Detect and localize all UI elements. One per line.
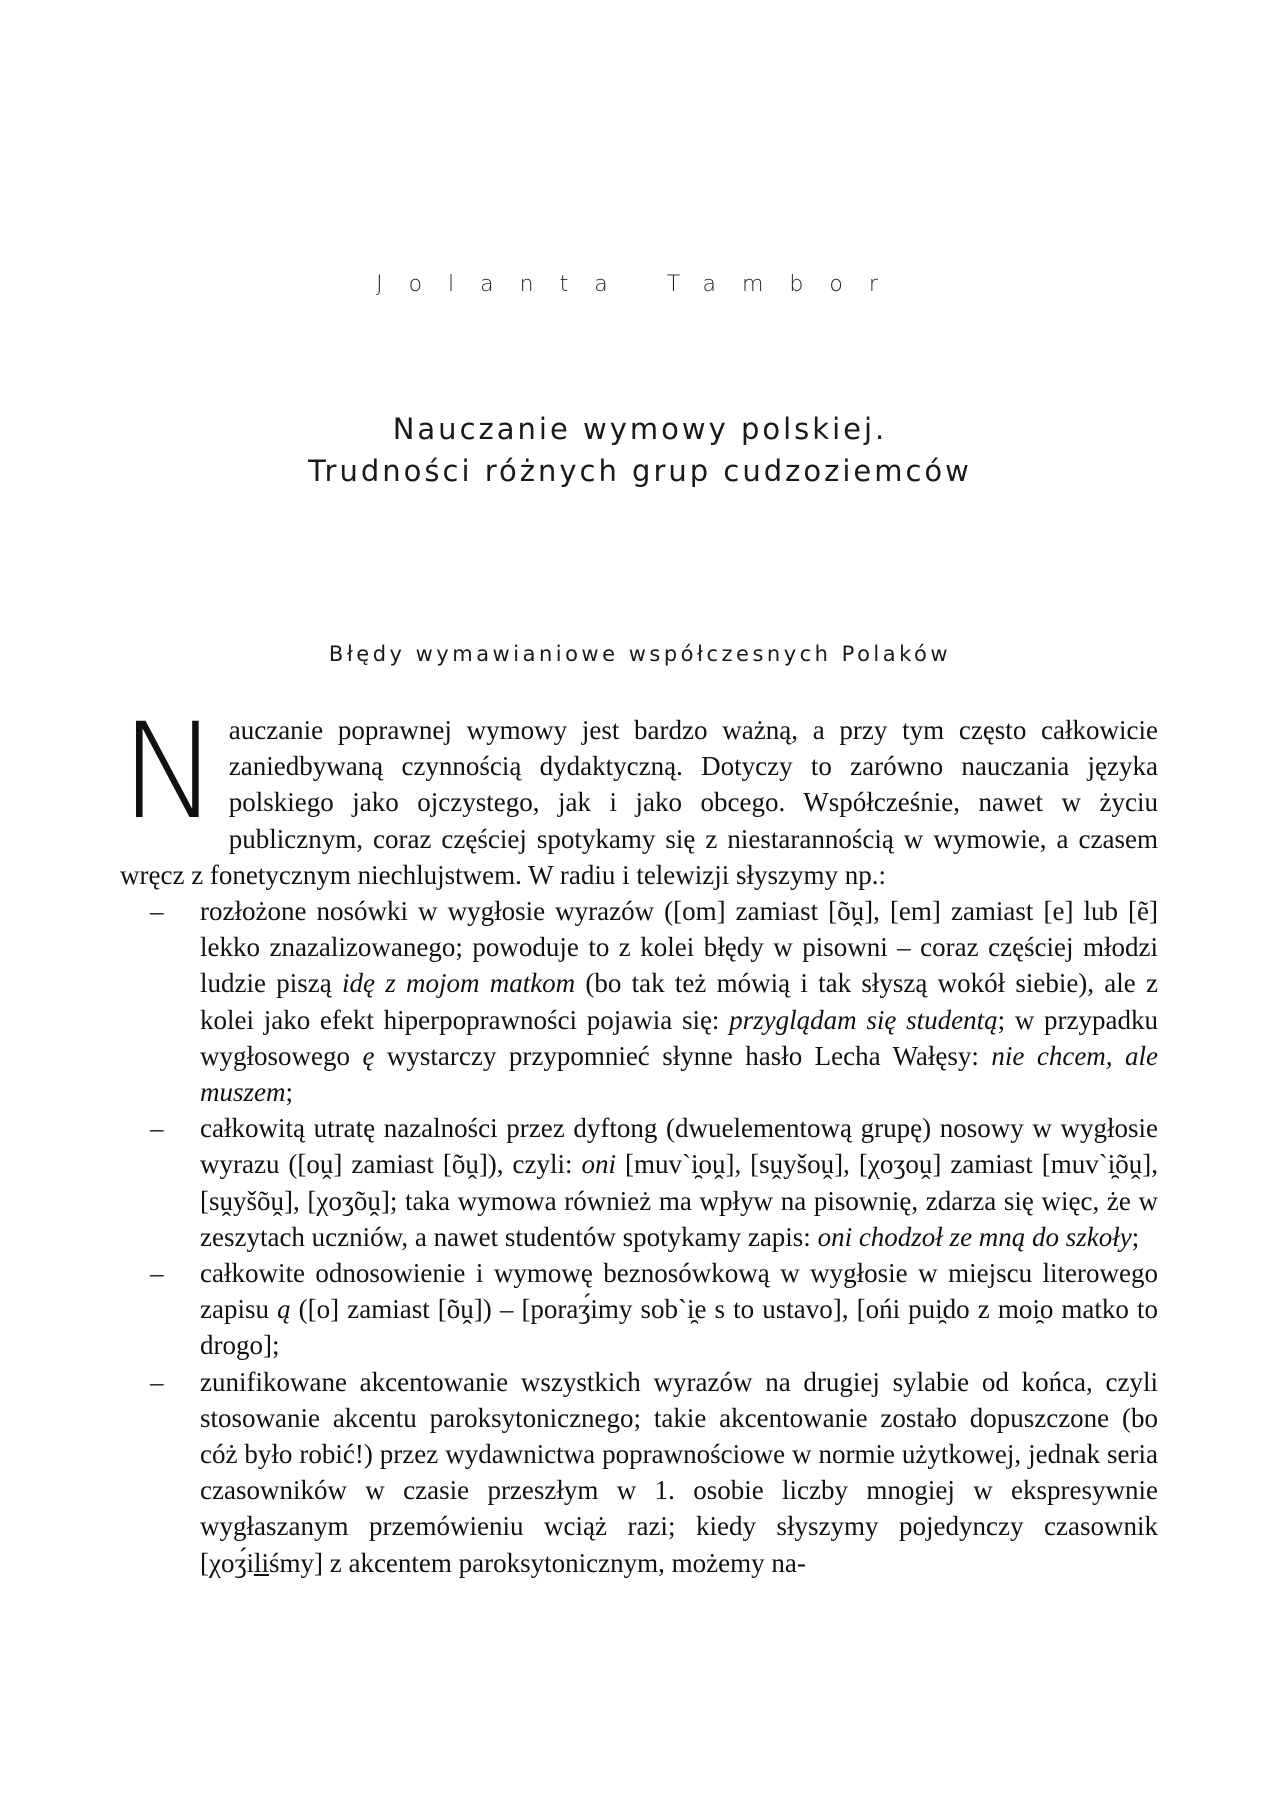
item-italic: oni xyxy=(581,1149,616,1180)
item-text: rozłożone nosówki w wygłosie wyrazów ([om] zamiast [õṷ], [em] zamiast [e] lub [ẽ] lekko znazalizowanego; powoduje to z kolei błędy w pisowni – coraz częściej młodzi ludzie piszą xyxy=(200,896,1158,999)
list-dash: – xyxy=(150,1366,164,1397)
item-text: ; xyxy=(1131,1221,1140,1252)
item-italic: ę xyxy=(362,1040,375,1071)
item-text: wystarczy przypomnieć słynne hasło Lecha Wałęsy: xyxy=(374,1040,992,1071)
item-italic: przyglądam się studentą xyxy=(729,1004,998,1035)
body-text xyxy=(120,695,1159,1581)
item-text: śmy] z akcentem paroksytonicznym, możemy na- xyxy=(268,1547,806,1578)
intro-paragraph xyxy=(120,695,1158,893)
list-item xyxy=(120,1364,1158,1581)
item-text: całkowite odnosowienie i wymowę beznosówkową w wygłosie w miejscu literowego zapisu xyxy=(200,1258,1158,1325)
intro-text: auczanie poprawnej wymowy jest bardzo ważną, a przy tym często całkowicie zaniedbywaną czynnością dydaktyczną. Dotyczy to zarówno nauczania języka polskiego jako ojczystego, jak i jako obcego. Współcześnie, nawet w życiu publicznym, coraz częściej spotykamy się z niestarannością w wymowie, a czasem wręcz z fonetycznym niechlujstwem. W radiu i telewizji słyszymy np.: xyxy=(120,715,1158,890)
item-italic: oni chodzoł ze mną do szkoły xyxy=(817,1221,1132,1252)
item-text: [muv`i̯oṷ], [sṷyšoṷ], [χoʒoṷ] zamiast [muv`i̯õṷ], [sṷyšõṷ], [χoʒõṷ]; taka wymowa również ma wpływ na pisownię, zdarza się więc, że w zeszytach uczniów, a nawet studentów spotykamy zapis: xyxy=(200,1149,1158,1252)
list-dash: – xyxy=(150,896,164,927)
list-item xyxy=(120,893,1158,1110)
item-text: ; w przypadku wygłosowego xyxy=(200,1004,1158,1071)
title-line-2: Trudności różnych grup cudzoziemców xyxy=(308,454,972,488)
list-item xyxy=(120,1110,1158,1255)
item-text: ([o] zamiast [õṷ]) – [poraʒ́imy sob`i̯e s to ustavo], [ońi pui̯do z moi̯o matko to drogo]; xyxy=(200,1294,1158,1361)
item-italic: idę z mojom matkom xyxy=(341,968,576,999)
item-stressed-syllable: li xyxy=(253,1547,269,1578)
item-text: zunifikowane akcentowanie wszystkich wyrazów na drugiej sylabie od końca, czyli stosowanie akcentu paroksytonicznego; takie akcentowanie zostało dopuszczone (bo cóż było robić!) przez wydawnictwa poprawnościowe w normie użytkowej, jednak seria czasowników w czasie przeszłym w 1. osobie liczby mnogiej w ekspresywnie wygłaszanym przemówieniu wciąż razi; kiedy słyszymy pojedynczy czasownik [χoʒ́i xyxy=(200,1366,1158,1578)
error-list xyxy=(120,893,1158,1581)
title-line-1: Nauczanie wymowy polskiej. xyxy=(392,412,888,446)
author-name: Jolanta Tambor xyxy=(376,272,904,297)
article-title xyxy=(0,408,1280,492)
drop-cap: N xyxy=(120,695,219,849)
item-italic: nie chcem, ale muszem xyxy=(200,1040,1159,1108)
list-dash: – xyxy=(150,1258,164,1289)
list-item xyxy=(120,1255,1158,1364)
item-italic: ą xyxy=(277,1294,291,1325)
item-text: ; xyxy=(285,1077,294,1108)
section-heading: Błędy wymawianiowe współczesnych Polaków xyxy=(328,642,952,666)
item-text: całkowitą utratę nazalności przez dyftong (dwuelementową grupę) nosowy w wygłosie wyrazu ([oṷ] zamiast [õṷ]), czyli: xyxy=(200,1113,1158,1180)
list-dash: – xyxy=(150,1113,164,1144)
item-text: (bo tak też mówią i tak słyszą wokół siebie), ale z kolei jako efekt hiperpoprawności pojawia się: xyxy=(200,968,1159,1035)
